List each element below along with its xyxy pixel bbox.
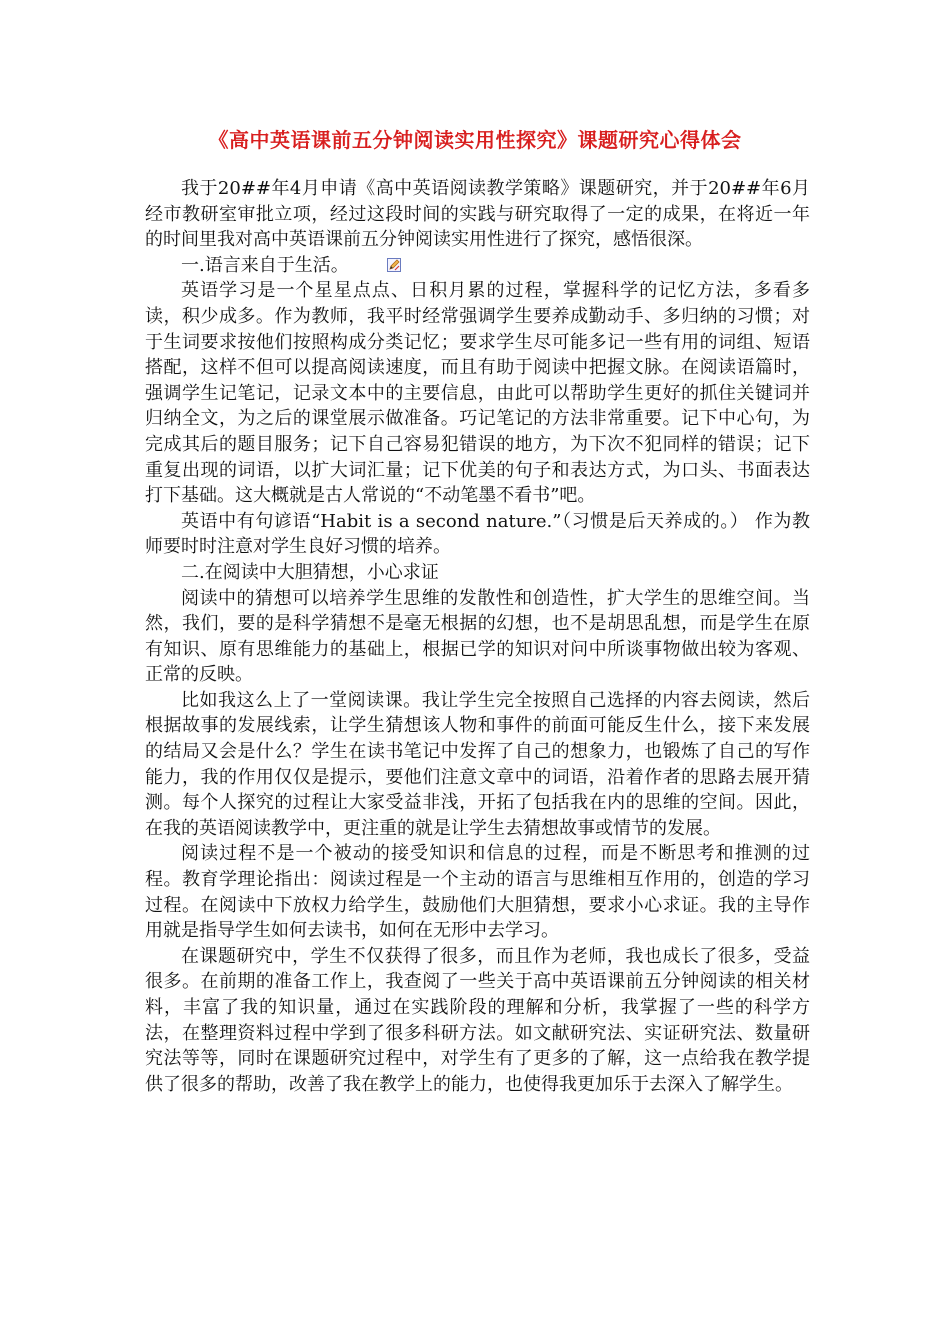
section-heading-1 (145, 253, 810, 279)
paragraph-6: 阅读过程不是一个被动的接受知识和信息的过程，而是不断思考和推测的过程。教育学理论指出：阅读过程是一个主动的语言与思维相互作用的，创造的学习过程。在阅读中下放权力给学生，鼓励他们大胆猜想，要求小心求证。我的主导作用就是指导学生如何去读书，如何在无形中去学习。 (145, 843, 810, 942)
paragraph-7: 在课题研究中，学生不仅获得了很多，而且作为老师，我也成长了很多，受益很多。在前期的准备工作上，我查阅了一些关于高中英语课前五分钟阅读的相关材料，丰富了我的知识量，通过在实践阶段的理解和分析，我掌握了一些的科学方法，在整理资料过程中学到了很多科研方法。如文献研究法、实证研究法、数量研究法等等，同时在课题研究过程中，对学生有了更多的了解，这一点给我在教学提供了很多的帮助，改善了我在教学上的能力，也使得我更加乐于去深入了解学生。 (145, 945, 810, 1095)
edit-icon (351, 254, 365, 268)
paragraph-4: 阅读中的猜想可以培养学生思维的发散性和创造性，扩大学生的思维空间。当然，我们，要的是科学猜想不是毫无根据的幻想，也不是胡思乱想，而是学生在原有知识、原有思维能力的基础上，根据已学的知识对问中所谈事物做出较为客观、正常的反映。 (145, 587, 810, 686)
paragraph-intro: 我于20##年4月申请《高中英语阅读教学策略》课题研究，并于20##年6月经市教研室审批立项，经过这段时间的实践与研究取得了一定的成果，在将近一年的时间里我对高中英语课前五分钟阅读实用性进行了探究，感悟很深。 (145, 178, 810, 251)
paragraph-5: 比如我这么上了一堂阅读课。我让学生完全按照自己选择的内容去阅读，然后根据故事的发展线索，让学生猜想该人物和事件的前面可能反生什么，接下来发展的结局又会是什么？学生在读书笔记中发挥了自己的想象力，也锻炼了自己的写作能力，我的作用仅仅是提示，要他们注意文章中的词语，沿着作者的思路去展开猜测。每个人探究的过程让大家受益非浅，开拓了包括我在内的思维的空间。因此，在我的英语阅读教学中，更注重的就是让学生去猜想故事或情节的发展。 (145, 689, 810, 839)
paragraph-2: 英语学习是一个星星点点、日积月累的过程，掌握科学的记忆方法，多看多读，积少成多。作为教师，我平时经常强调学生要养成勤动手、多归纳的习惯；对于生词要求按他们按照构成分类记忆；要求学生尽可能多记一些有用的词组、短语搭配，这样不但可以提高阅读速度，而且有助于阅读中把握文脉。在阅读语篇时，强调学生记笔记，记录文本中的主要信息，由此可以帮助学生更好的抓住关键词并归纳全文，为之后的课堂展示做准备。巧记笔记的方法非常重要。记下中心句，为完成其后的题目服务；记下自己容易犯错误的地方，为下次不犯同样的错误；记下重复出现的词语，以扩大词汇量；记下优美的句子和表达方式，为口头、书面表达打下基础。这大概就是古人常说的“不动笔墨不看书”吧。 (145, 280, 810, 507)
section-heading-2: 二.在阅读中大胆猜想，小心求证 (181, 561, 439, 583)
paragraph-3: 英语中有句谚语“Habit is a second nature.”（习惯是后天养成的。） 作为教师要时时注意对学生良好习惯的培养。 (145, 510, 810, 558)
section-heading-1-text: 一.语言来自于生活。 (181, 254, 349, 276)
document-title: 《高中英语课前五分钟阅读实用性探究》课题研究心得体会 (208, 128, 742, 152)
document-body (145, 176, 810, 1097)
